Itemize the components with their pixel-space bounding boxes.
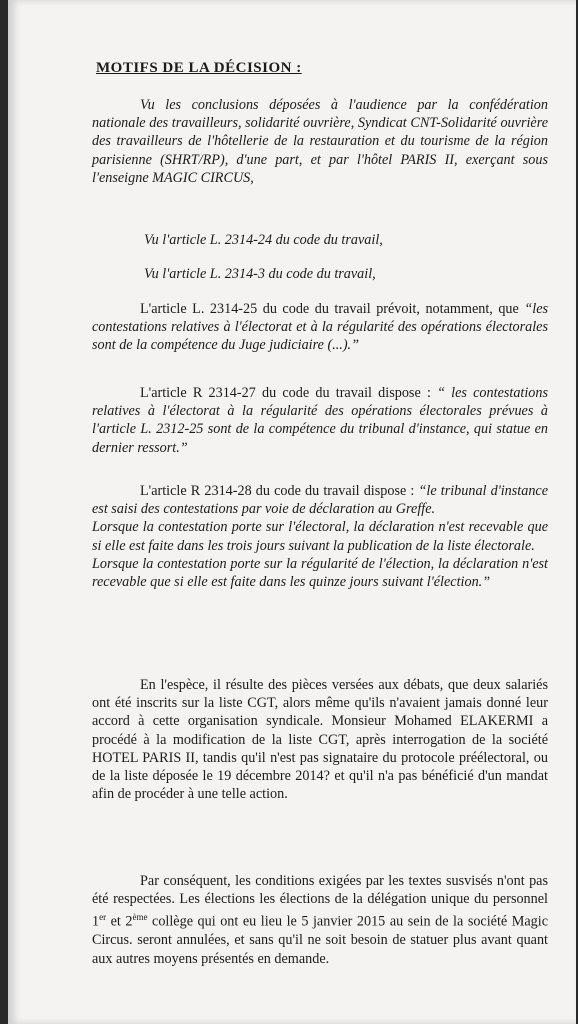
article-r2314-27-quote: “ les contestations relatives à l'électorat à la régularité des opérations électorales prévues à l'article L. 2312-25 sont de la compétence du tribunal d'instance, qui statue en dernier ressort.” [92,385,549,456]
article-r2314-28-paragraph [92,482,548,518]
article-r2314-28-quote-2: Lorsque la contestation porte sur l'électoral, la déclaration n'est recevable que si elle est faite dans les trois jours suivant la publication de la liste électorale. [92,519,548,554]
consequent-part-2: et 2 [106,914,133,931]
section-heading: MOTIFS DE LA DÉCISION : [96,60,302,76]
visa-conclusions-block [92,96,548,187]
visa-article-2: Vu l'article L. 2314-3 du code du travail, [144,266,376,282]
espece-paragraph: En l'espèce, il résulte des pièces versées aux débats, que deux salariés ont été inscrits sur la liste CGT, alors même qu'ils n'avaient jamais donné leur accord à cette organisation syndicale. Monsieur Mohamed ELAKERMI a procédé à la modification de la liste CGT, après interrogation de la société HOTEL PARIS II, tandis qu'il n'est pas signataire du protocole préélectoral, ou de la liste déposée le 19 décembre 2014? et qu'il n'a pas bénéficié d'un mandat afin de procéder à une telle action. [92,677,548,803]
superscript-eme: ème [132,912,148,923]
article-r2314-28-quote-1: “le tribunal d'instance est saisi des contestations par voie de déclaration au Greffe. [92,483,549,518]
espece-block [92,676,548,803]
consequent-block [92,872,548,968]
article-l2314-25-block [92,300,548,355]
article-r2314-28-quote-3: Lorsque la contestation porte sur la régularité de l'élection, la déclaration n'est recevable que si elle est faite dans les quinze jours suivant l'élection.” [92,555,548,591]
article-r2314-28-intro: L'article R 2314-28 du code du travail dispose : [140,483,415,499]
consequent-paragraph [92,872,548,968]
article-r2314-27-block [92,384,548,457]
article-r2314-27-paragraph [92,384,548,457]
article-r2314-27-intro: L'article R 2314-27 du code du travail dispose : [140,385,431,401]
consequent-part-1: Par conséquent, les conditions exigées par les textes susvisés n'ont pas été respectées. Les élections les élections de la délégation unique du personnel 1 [92,873,548,931]
document-page [8,0,576,1024]
article-l2314-25-intro: L'article L. 2314-25 du code du travail prévoit, notamment, que [140,301,519,317]
article-l2314-25-quote: “les contestations relatives à l'électorat et à la régularité des opérations électorales sont de la compétence du Juge judiciaire (...).” [92,301,549,354]
article-l2314-25-paragraph [92,300,548,355]
visa-conclusions-paragraph: Vu les conclusions déposées à l'audience par la confédération nationale des travailleurs, solidarité ouvrière, Syndicat CNT-Solidarité ouvrière des travailleurs de l'hôtellerie de la restauration et du tourisme de la région parisienne (SHRT/RP), d'une part, et par l'hôtel PARIS II, exerçant sous l'enseigne MAGIC CIRCUS, [92,97,548,186]
article-r2314-28-block [92,482,548,591]
superscript-er: er [99,912,107,923]
consequent-part-3: collège qui ont eu lieu le 5 janvier 2015 au sein de la société Magic Circus. seront annulées, et sans qu'il ne soit besoin de statuer plus avant quant aux autres moyens présentés en demande. [92,914,548,967]
visa-article-1: Vu l'article L. 2314-24 du code du travail, [144,232,383,248]
